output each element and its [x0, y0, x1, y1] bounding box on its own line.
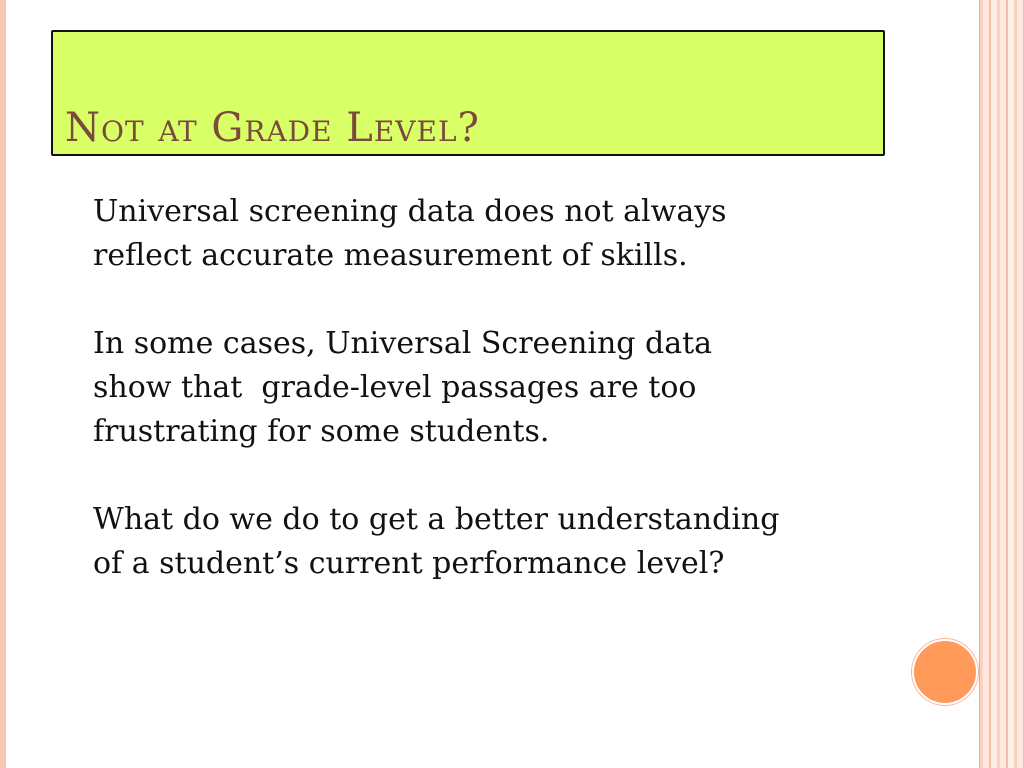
left-border-stripe	[0, 0, 6, 768]
right-border-stripes	[979, 0, 1024, 768]
title-box	[51, 30, 885, 156]
body-paragraph-3: What do we do to get a better understanding of a student’s current performance level?	[93, 502, 780, 581]
orange-circle-decoration	[912, 639, 978, 705]
body-paragraph-1: Universal screening data does not always reflect accurate measurement of skills.	[93, 194, 727, 273]
body-paragraph-2: In some cases, Universal Screening data show that grade-level passages are too frustrating for some students.	[93, 326, 713, 449]
slide-body	[93, 190, 873, 630]
slide-title: Not at Grade Level?	[65, 105, 480, 151]
